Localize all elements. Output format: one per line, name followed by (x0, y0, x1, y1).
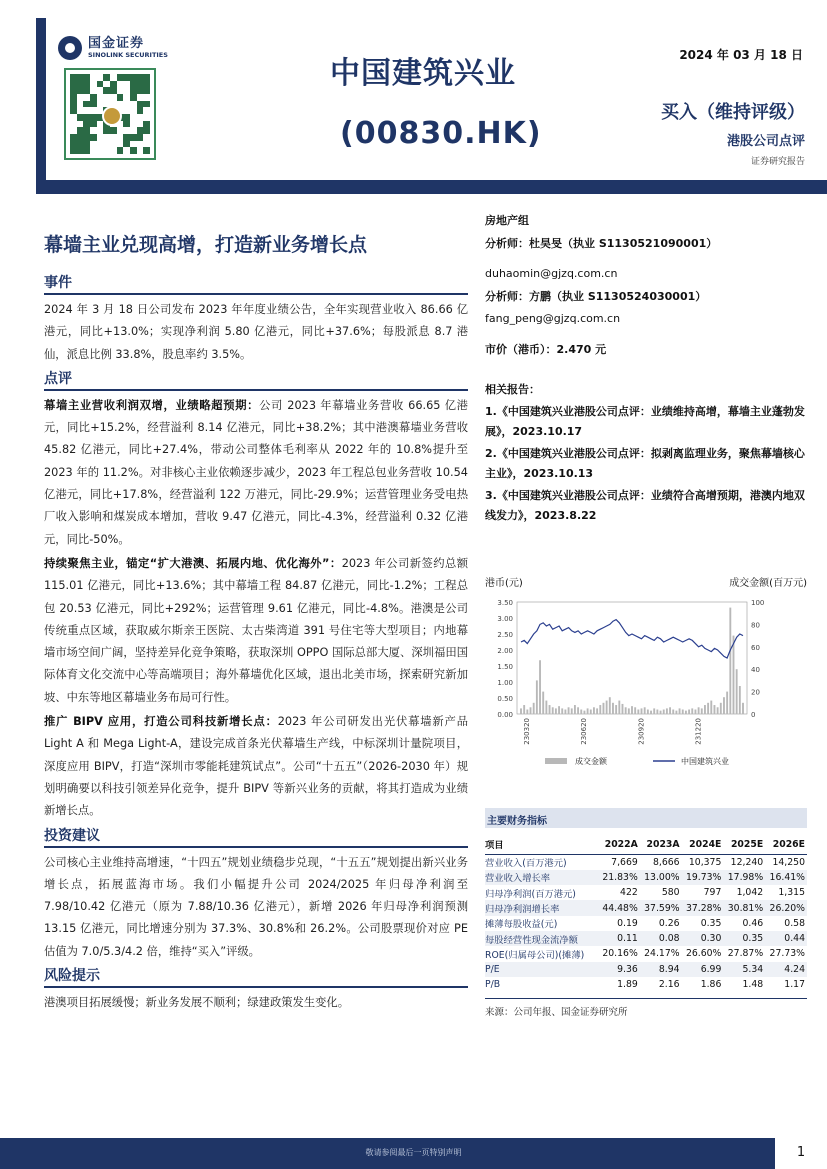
table-cell: 26.20% (765, 900, 807, 915)
table-row (485, 855, 807, 870)
volume-bar (603, 703, 605, 714)
volume-bar (707, 703, 709, 714)
y2-tick-label: 0 (751, 711, 756, 719)
table-row (485, 885, 807, 900)
table-cell: 0.58 (784, 917, 805, 929)
para1-body: 公司 2023 年幕墙业务营收 66.65 亿港元，同比+15.2%，经营溢利 8.14 亿港元，同比+38.2%；其中港澳幕墙业务营收 45.82 亿港元，同比+27.4%，带动公司整体毛利率从 2022 年的 10.8%提升至 2023 年的 11.2%。对非核心主业依赖逐步减少，2023 年工程总包业务营收 10.54 亿港元，同比+17.8%，经营溢利 122 万港元，同比-29.9%；运营管理业务受电热厂收入影响和煤炭成本增加，营收 9.47 亿港元，同比-4.3%，经营溢利 0.32 亿港元，同比-50%。 (44, 398, 468, 546)
volume-bar (742, 703, 744, 714)
y-tick-label: 2.50 (497, 631, 513, 639)
volume-bar (647, 710, 649, 714)
legend-price-label: 中国建筑兴业 (681, 757, 729, 766)
volume-bar (714, 705, 716, 714)
table-cell: 44.48% (598, 900, 640, 915)
table-header: 2024E (682, 834, 724, 855)
analyst-2: 分析师：方鹏（执业 S1130524030001） (485, 289, 707, 303)
table-source: 来源：公司年报、国金证券研究所 (485, 1007, 628, 1018)
section-title-invest: 投资建议 (44, 825, 468, 848)
main-text-column (44, 272, 468, 1016)
table-cell: 1.89 (617, 979, 638, 991)
volume-bar (564, 710, 566, 714)
table-row (485, 931, 807, 946)
volume-bar (561, 708, 563, 714)
sidebar-column (485, 210, 807, 528)
y-tick-label: 0.00 (497, 711, 513, 719)
table-cell: 37.59% (640, 900, 682, 915)
volume-bar (568, 707, 570, 714)
volume-bar (533, 703, 535, 714)
y-tick-label: 2.00 (497, 647, 513, 655)
table-row (485, 916, 807, 931)
volume-bar (542, 692, 544, 714)
y2-tick-label: 100 (751, 599, 765, 607)
page-number: 1 (775, 1138, 827, 1169)
volume-bar (539, 660, 541, 714)
volume-bar (660, 711, 662, 714)
table-cell: 13.00% (640, 870, 682, 885)
volume-bar (679, 708, 681, 714)
table-cell: 1,315 (778, 887, 805, 899)
research-group: 房地产组 (485, 214, 529, 227)
table-cell: 0.46 (742, 917, 764, 929)
volume-bar (675, 711, 677, 714)
table-cell: 9.36 (598, 962, 640, 977)
y2-tick-label: 40 (751, 666, 760, 675)
para2-lead: 持续聚焦主业，锚定“扩大港澳、拓展内地、优化海外”： (44, 556, 342, 570)
brand-logo (58, 36, 168, 60)
volume-bar (663, 710, 665, 714)
report-type: 港股公司点评 (726, 134, 805, 149)
volume-bar (577, 707, 579, 714)
table-header-row (485, 834, 807, 855)
invest-paragraph: 公司核心主业维持高增速，“十四五”规划业绩稳步兑现，“十五五”规划提出新兴业务增长点，拓展蓝海市场。我们小幅提升公司 2024/2025 年归母净利润至 7.98/10.42 亿港元（原为 7.88/10.36 亿港元），新增 2026 年归母净利润预测 13.15 亿港元，同比增速分别为 37.3%、30.8%和 26.2%。公司股票现价对应 PE 估值为 7.0/5.3/4.2 倍，维持“买入”评级。 (44, 855, 468, 958)
table-bottom-rule (485, 998, 807, 999)
price-volume-chart (485, 574, 807, 774)
table-cell: 14,250 (772, 856, 805, 868)
table-header: 项目 (485, 834, 598, 855)
table-header: 2026E (765, 834, 807, 855)
table-cell: 19.73% (682, 870, 724, 885)
volume-bar (726, 692, 728, 714)
para2-body: 2023 年公司新签约总额 115.01 亿港元，同比+13.6%；其中幕墙工程 84.87 亿港元，同比-1.2%；工程总包 20.53 亿港元，同比+292%；运营管理 9.61 亿港元，同比-4.8%。港澳是公司传统重点区域，获取威尔斯亲王医院、太古柴湾道 391 号住宅等大型项目；内地幕墙市场空间广阔，坚持差异化竞争策略，获取深圳 OPPO 国际总部大厦、深圳福田国际体育文化交流中心等高端项目；海外幕墙优化区域，退出北美市场，探索研究新加坡、中东等地区幕墙业务布局可行性。 (44, 556, 469, 704)
y2-tick-label: 60 (751, 643, 760, 652)
table-cell: 26.60% (685, 948, 722, 960)
stock-code: (00830.HK) (340, 116, 542, 151)
table-cell: 30.81% (723, 900, 765, 915)
table-cell: 1,042 (736, 887, 764, 899)
row-label: ROE(归属母公司)(摊薄) (485, 949, 585, 961)
table-cell: 1.86 (700, 979, 722, 991)
chart-right-axis-label: 成交金额(百万元) (729, 578, 807, 589)
analyst-1: 分析师：杜昊旻（执业 S1130521090001） (485, 236, 718, 250)
qr-code-icon (64, 68, 156, 160)
volume-bar (628, 708, 630, 714)
table-cell: 580 (661, 887, 680, 899)
logo-cn: 国金证券 (88, 36, 145, 52)
row-label: 营业收入(百万港元) (485, 858, 567, 870)
volume-bar (622, 704, 624, 714)
table-cell: 422 (620, 887, 638, 899)
financial-table (485, 834, 807, 992)
risk-paragraph: 港澳项目拓展缓慢；新业务发展不顺利；绿建政策发生变化。 (44, 996, 350, 1010)
volume-bar (523, 705, 525, 714)
volume-bar (530, 707, 532, 714)
volume-bar (580, 710, 582, 714)
legend-volume-label: 成交金额 (575, 757, 607, 766)
table-cell: 21.83% (598, 870, 640, 885)
x-tick-label: 230320 (523, 718, 531, 745)
related-report-item[interactable]: 1.《中国建筑兴业港股公司点评：业绩维持高增，幕墙主业蓬勃发展》，2023.10.17 (485, 404, 805, 438)
table-cell: 12,240 (730, 856, 764, 868)
table-cell: 27.73% (769, 948, 805, 960)
price-line (521, 620, 743, 658)
volume-bar (609, 697, 611, 714)
legend-volume-swatch (545, 758, 567, 764)
table-cell: 0.35 (700, 917, 722, 929)
table-cell: 0.44 (765, 931, 807, 946)
volume-bar (723, 697, 725, 714)
table-cell: 797 (703, 887, 722, 899)
row-label: 归母净利润增长率 (485, 900, 598, 915)
volume-bar (555, 708, 557, 714)
chart-left-axis-label: 港币(元) (485, 578, 523, 589)
row-label: 每股经营性现金流净额 (485, 931, 598, 946)
volume-bar (558, 706, 560, 714)
volume-bar (545, 701, 547, 714)
table-cell: 1.17 (784, 979, 805, 991)
related-report-item[interactable]: 3.《中国建筑兴业港股公司点评：业绩符合高增预期，港澳内地双线发力》，2023.8.22 (485, 488, 805, 522)
volume-bar (666, 708, 668, 714)
volume-bar (583, 711, 585, 714)
volume-bar (717, 707, 719, 714)
volume-bar (552, 707, 554, 714)
volume-bar (615, 705, 617, 714)
x-tick-label: 230620 (580, 718, 589, 745)
volume-bar (612, 703, 614, 714)
x-tick-label: 231220 (694, 718, 703, 745)
table-cell: 10,375 (688, 856, 722, 868)
report-date: 2024 年 03 月 18 日 (679, 48, 803, 62)
row-label: P/B (485, 979, 501, 991)
table-cell: 2.16 (658, 979, 680, 991)
table-cell: 37.28% (682, 900, 724, 915)
volume-bar (599, 705, 601, 714)
table-row (485, 946, 807, 961)
volume-bar (682, 710, 684, 714)
volume-bar (637, 710, 639, 714)
table-header: 2023A (640, 834, 682, 855)
row-label: P/E (485, 962, 598, 977)
volume-bar (685, 711, 687, 714)
table-cell: 24.17% (644, 948, 680, 960)
comment-paragraph-3 (44, 711, 468, 822)
volume-bar (590, 710, 592, 714)
volume-bar (672, 710, 674, 714)
table-header: 2025E (723, 834, 765, 855)
para1-lead: 幕墙主业营收利润双增，业绩略超预期： (44, 398, 260, 412)
table-cell: 8,666 (652, 856, 680, 868)
volume-bar (720, 703, 722, 714)
volume-bar (669, 707, 671, 714)
y-tick-label: 3.00 (497, 615, 513, 623)
volume-bar (634, 707, 636, 714)
comment-paragraph-2 (44, 553, 468, 709)
table-cell: 0.08 (640, 931, 682, 946)
company-name: 中国建筑兴业 (330, 56, 516, 91)
volume-bar (656, 710, 658, 714)
volume-bar (739, 686, 741, 714)
volume-bar (704, 705, 706, 714)
volume-bar (618, 701, 620, 714)
table-cell: 4.24 (765, 962, 807, 977)
table-cell: 16.41% (765, 870, 807, 885)
table-cell: 0.11 (598, 931, 640, 946)
volume-bar (536, 680, 538, 714)
related-report-item[interactable]: 2.《中国建筑兴业港股公司点评：拟剥离监理业务，聚焦幕墙核心主业》，2023.10.13 (485, 446, 805, 480)
table-row (485, 962, 807, 977)
report-subtype: 证券研究报告 (750, 157, 805, 167)
x-tick-label: 230920 (637, 718, 646, 745)
rating: 买入（维持评级） (661, 102, 805, 123)
volume-bar (571, 708, 573, 714)
section-title-comment: 点评 (44, 368, 468, 391)
y-tick-label: 0.50 (497, 695, 513, 703)
footer-disclaimer[interactable]: 敬请参阅最后一页特别声明 (365, 1148, 462, 1157)
table-cell: 8.94 (640, 962, 682, 977)
volume-bar (644, 707, 646, 714)
volume-bar (520, 708, 522, 714)
y2-tick-label: 20 (751, 688, 760, 697)
report-headline: 幕墙主业兑现高增，打造新业务增长点 (44, 234, 368, 256)
table-cell: 0.26 (658, 917, 680, 929)
table-cell: 7,669 (611, 856, 638, 868)
event-paragraph: 2024 年 3 月 18 日公司发布 2023 年年度业绩公告，全年实现营业收入 86.66 亿港元，同比+13.0%；实现净利润 5.80 亿港元，同比+37.6%；每股派息 8.7 港仙，派息比例 33.8%，股息率约 3.5%。 (44, 303, 468, 361)
row-label: 归母净利润(百万港元) (485, 888, 576, 900)
volume-bar (625, 707, 627, 714)
table-header: 2022A (598, 834, 640, 855)
y-tick-label: 3.50 (497, 599, 513, 607)
table-row (485, 977, 807, 992)
y-tick-label: 1.50 (497, 663, 513, 671)
table-cell: 5.34 (723, 962, 765, 977)
volume-bar (694, 710, 696, 714)
y-tick-label: 1.00 (497, 679, 513, 687)
volume-bar (701, 708, 703, 714)
volume-bar (549, 705, 551, 714)
volume-bar (698, 707, 700, 714)
volume-bar (691, 708, 693, 714)
market-price: 市价（港币）：2.470 元 (485, 342, 607, 356)
analyst-1-email[interactable]: duhaomin@gjzq.com.cn (485, 267, 618, 280)
table-row (485, 900, 807, 915)
para3-body: 2023 年公司研发出光伏幕墙新产品 Light A 和 Mega Light-A，建设完成首条光伏幕墙生产线，中标深圳计量院项目，深度应用 BIPV，打造“深圳市零能耗建筑试点”。公司“十五五”（2026-2030 年）规划明确要以科技引领差异化竞争，提升 BIPV 等新兴业务的贡献，将其打造成为业绩新增长点。 (44, 715, 468, 818)
table-row (485, 870, 807, 885)
volume-bar (688, 710, 690, 714)
related-reports-title: 相关报告： (485, 383, 540, 396)
volume-bar (650, 711, 652, 714)
volume-bar (596, 708, 598, 714)
volume-bar (653, 708, 655, 714)
chart-plot-frame (517, 602, 747, 714)
qr-center-logo-icon (102, 106, 122, 126)
volume-bar (733, 636, 735, 714)
volume-bar (729, 608, 731, 714)
y2-tick-label: 80 (751, 621, 760, 630)
table-cell: 27.87% (727, 948, 764, 960)
table-cell: 0.35 (723, 931, 765, 946)
logo-en: SINOLINK SECURITIES (88, 51, 168, 60)
volume-bar (606, 701, 608, 714)
row-label: 摊薄每股收益(元) (485, 919, 558, 931)
para3-lead: 推广 BIPV 应用，打造公司科技新增长点： (44, 715, 278, 729)
table-cell: 0.30 (682, 931, 724, 946)
section-title-risk: 风险提示 (44, 965, 468, 988)
volume-bar (574, 705, 576, 714)
fin-table-title: 主要财务指标 (485, 808, 807, 828)
table-cell: 1.48 (742, 979, 764, 991)
chart-svg (485, 574, 807, 774)
volume-bar (736, 669, 738, 714)
table-cell: 20.16% (602, 948, 638, 960)
table-cell: 6.99 (682, 962, 724, 977)
logo-icon (58, 36, 82, 60)
comment-paragraph-1 (44, 395, 468, 551)
row-label: 营业收入增长率 (485, 870, 598, 885)
volume-bar (587, 708, 589, 714)
table-cell: 0.19 (617, 917, 638, 929)
analyst-2-email[interactable]: fang_peng@gjzq.com.cn (485, 312, 621, 325)
volume-bar (593, 707, 595, 714)
volume-bar (641, 708, 643, 714)
volume-bar (631, 706, 633, 714)
section-title-event: 事件 (44, 272, 468, 295)
volume-bar (526, 710, 528, 714)
volume-bar (710, 701, 712, 714)
table-cell: 17.98% (723, 870, 765, 885)
